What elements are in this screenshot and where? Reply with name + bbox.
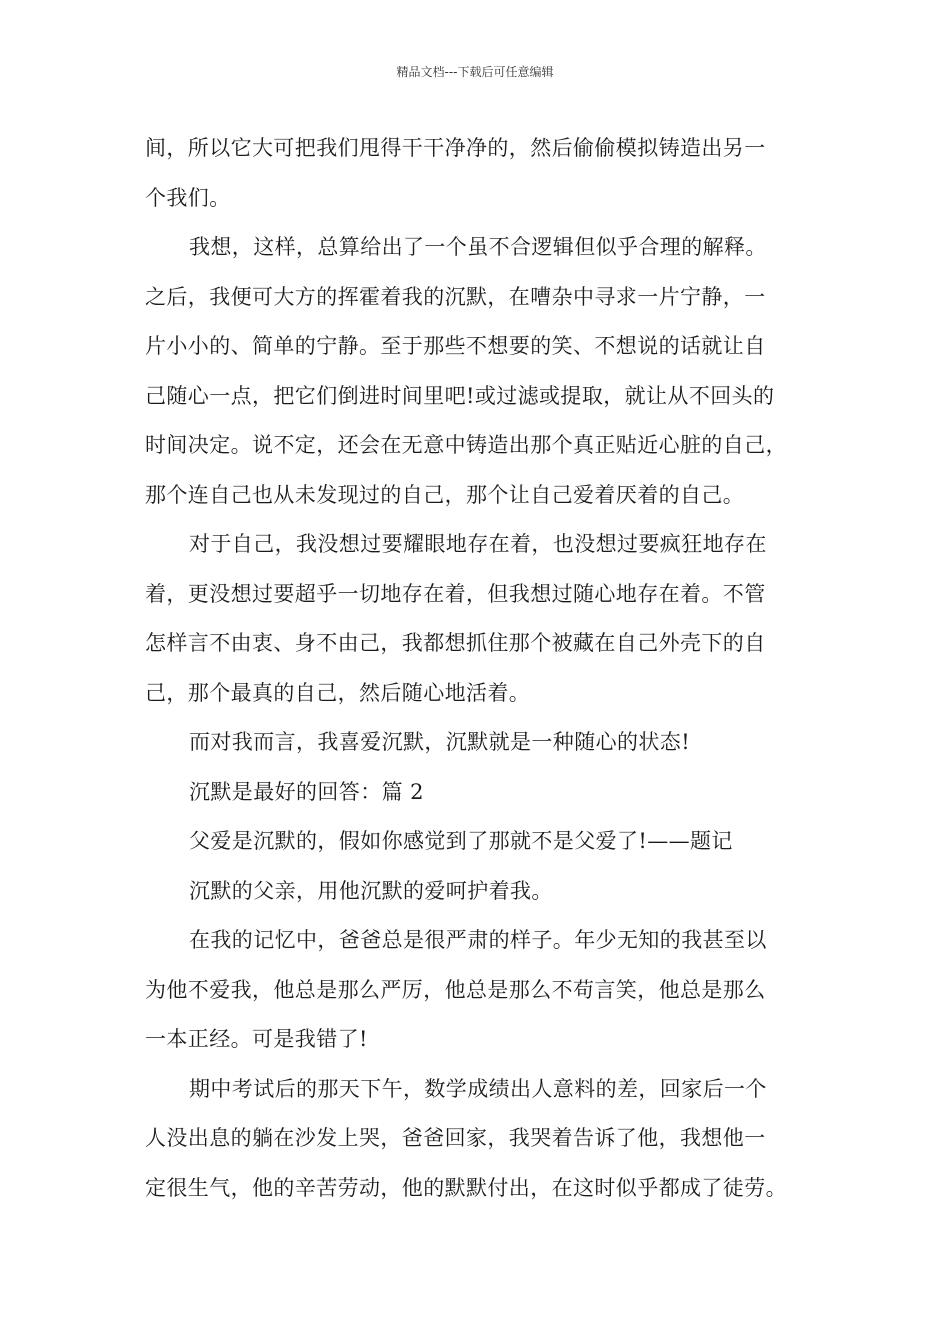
text-line: 人没出息的躺在沙发上哭，爸爸回家，我哭着告诉了他，我想他一 (145, 1126, 766, 1150)
text-line: 片小小的、简单的宁静。至于那些不想要的笑、不想说的话就让自 (145, 334, 766, 358)
text-line: 个我们。 (145, 185, 231, 210)
text-line: 着，更没想过要超乎一切地存在着，但我想过随心地存在着。不管 (145, 581, 766, 606)
text-line: 为他不爱我，他总是那么严厉，他总是那么不苟言笑，他总是那么 (145, 977, 766, 1002)
text-line: 己，那个最真的自己，然后随心地活着。 (145, 680, 531, 705)
text-line: 间，所以它大可把我们甩得干干净净的，然后偷偷模拟铸造出另一 (145, 136, 766, 160)
text-line: 对于自己，我没想过要耀眼地存在着，也没想过要疯狂地存在 (189, 532, 767, 556)
text-line: 而对我而言，我喜爱沉默，沉默就是一种随心的状态! (189, 730, 691, 754)
text-line: 己随心一点，把它们倒进时间里吧!或过滤或提取，就让从不回头的 (145, 383, 775, 408)
text-line: 期中考试后的那天下午，数学成绩出人意料的差，回家后一个 (189, 1076, 767, 1101)
page-header: 精品文档---下载后可任意编辑 (396, 65, 554, 79)
text-line: 父爱是沉默的，假如你感觉到了那就不是父爱了!——题记 (189, 829, 733, 853)
text-line: 之后，我便可大方的挥霍着我的沉默，在嘈杂中寻求一片宁静，一 (145, 284, 766, 309)
section-heading: 沉默是最好的回答：篇 2 (189, 779, 424, 804)
text-line: 定很生气，他的辛苦劳动，他的默默付出，在这时似乎都成了徒劳。 (145, 1175, 787, 1200)
text-line: 那个连自己也从未发现过的自己，那个让自己爱着厌着的自己。 (145, 482, 745, 507)
text-line: 沉默的父亲，用他沉默的爱呵护着我。 (189, 878, 553, 903)
text-line: 怎样言不由衷、身不由己，我都想抓住那个被藏在自己外壳下的自 (145, 631, 766, 655)
text-line: 一本正经。可是我错了! (145, 1027, 368, 1051)
text-line: 时间决定。说不定，还会在无意中铸造出那个真正贴近心脏的自己， (145, 433, 787, 457)
text-line: 我想，这样，总算给出了一个虽不合逻辑但似乎合理的解释。 (189, 235, 767, 259)
text-line: 在我的记忆中，爸爸总是很严肃的样子。年少无知的我甚至以 (189, 928, 767, 952)
body-text (145, 124, 825, 1213)
